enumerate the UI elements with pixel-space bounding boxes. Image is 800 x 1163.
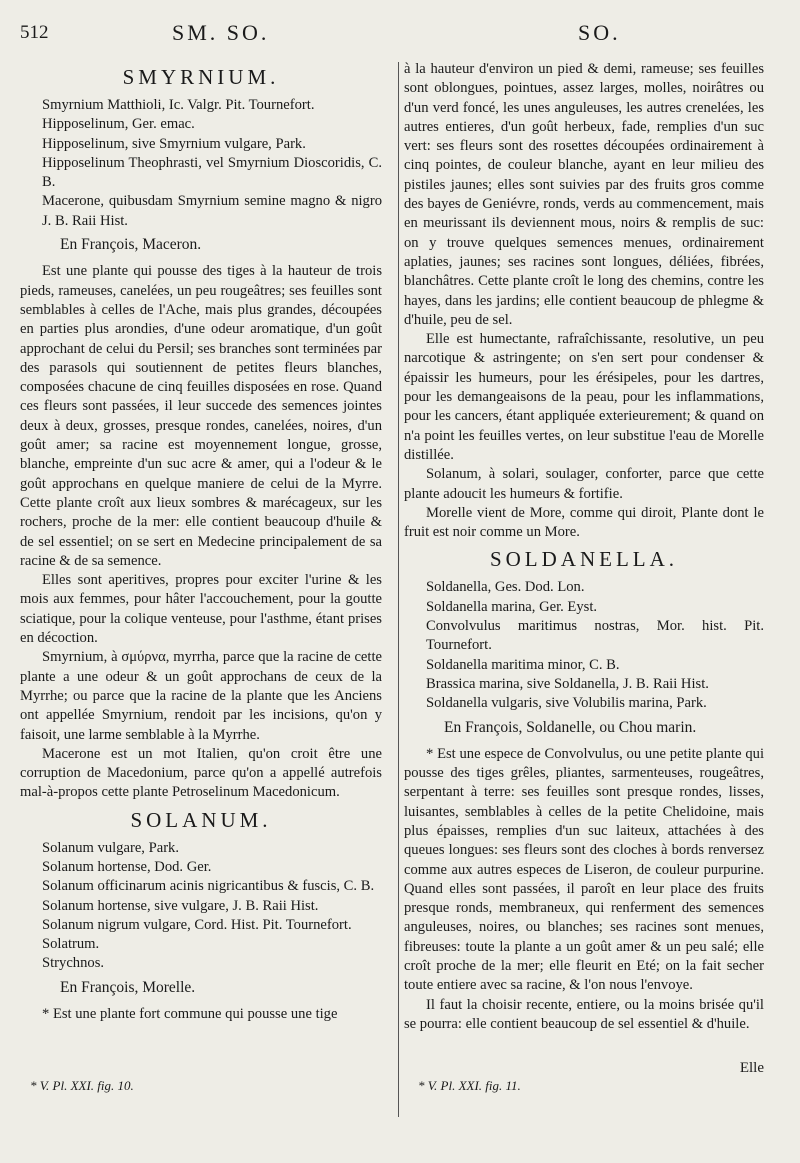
- french-name: En François, Maceron.: [60, 236, 202, 254]
- entry-title-soldanella: SOLDANELLA.: [489, 547, 679, 572]
- french-name: En François, Soldanelle, ou Chou marin.: [444, 718, 697, 736]
- entry-title-solanum: SOLANUM.: [130, 807, 272, 832]
- paragraph: Est une plante qui pousse des tiges à la hauteur de trois pieds, rameuses, canelées, un peu rougeâtres; ses feuilles sont semblables à celles de l'Ache, mais plus grandes, découpées en parties plus arondies, d'une odeur aromatique, d'un goût approchant de celui du Persil; ses branches sont terminées par des parasols qui soutiennent de petites fleurs blanches, composées chacune de cinq feuilles disposées en rose. Quand ces fleurs sont passées, il leur succede des semences jointes deux à deux, grosses, presque rondes, canelées, noires, d'un goût amer; sa racine est moyennement longue, grosse, blanche, empreinte d'un suc acre & amer, qui a l'odeur & le goût approchans en quelque maniere de celui de la Myrre. Cette plante croît aux lieux sombres & marécageux, sur les rochers, proche de la mer: elle contient beaucoup d'huile & de sel essentiel; on se sert en Medecine principalement de sa racine & de sa semence.: [20, 263, 382, 569]
- paragraph: Elle est humectante, rafraîchissante, resolutive, un peu narcotique & astringente; on s'en sert pour condenser & épaissir les humeurs, pour les érésipeles, pour les dartres, pour les demangeaisons de la peau, pour les inflammations, pour les cancers, étant appliquée exterieurement; & quand on n'a point les feuilles vertes, on leur substitue l'eau de Morelle distillée.: [404, 331, 764, 463]
- synonym: Strychnos.: [42, 955, 105, 972]
- footnote-right: * V. Pl. XXI. fig. 11.: [418, 1078, 521, 1093]
- running-header: [0, 18, 800, 52]
- synonym: Solanum hortense, sive vulgare, J. B. Raii Hist.: [42, 897, 319, 914]
- synonym: Hipposelinum Theophrasti, vel Smyrnium Dioscoridis, C. B.: [42, 154, 382, 191]
- paragraph: Morelle vient de More, comme qui diroit, Plante dont le fruit est noir comme un More.: [404, 504, 764, 541]
- paragraph: Macerone est un mot Italien, qu'on croit être une corruption de Macedonium, parce qu'on a appellé autrefois mal-à-propos cette plante Petroselinum Macedonicum.: [20, 745, 382, 801]
- synonym: Macerone, quibusdam Smyrnium semine magno & nigro J. B. Raii Hist.: [42, 193, 382, 229]
- synonym: Soldanella vulgaris, sive Volubilis marina, Park.: [426, 695, 707, 712]
- paragraph: * Est une plante fort commune qui pousse une tige: [42, 1006, 338, 1023]
- paragraph: Il faut la choisir recente, entiere, ou la moins brisée qu'il se pourra: elle contient beaucoup de sel essentiel & d'huile.: [404, 996, 764, 1032]
- synonym: Soldanella maritima minor, C. B.: [426, 656, 620, 673]
- synonym: Solanum officinarum acinis nigricantibus & fuscis, C. B.: [42, 878, 375, 895]
- left-column: [20, 60, 382, 1024]
- synonym: Soldanella, Ges. Dod. Lon.: [426, 579, 585, 596]
- paragraph: Solanum, à solari, soulager, conforter, parce que cette plante adoucit les humeurs & fortifie.: [404, 466, 764, 502]
- synonym: Solanum vulgare, Park.: [42, 839, 179, 856]
- column-divider: [398, 62, 399, 1117]
- page-number: 512: [20, 22, 49, 43]
- synonym: Convolvulus maritimus nostras, Mor. hist. Pit. Tournefort.: [426, 618, 764, 654]
- paragraph: Smyrnium, à σμύρνα, myrrha, parce que la racine de cette plante a une odeur & un goût approchans de ceux de la Myrrhe; ou parce que la racine de la plante que les Anciens ont appellée Smyrnium, rendoit par les incisions, qu'on y faisoit, une larme semblable à la Myrrhe.: [20, 649, 382, 743]
- paragraph: à la hauteur d'environ un pied & demi, rameuse; ses feuilles sont oblongues, pointues, assez larges, molles, noirâtres ou d'un verd foncé, les unes anguleuses, les autres crenelées, les autres entieres, d'un goût herbeux, fade, remplies d'un suc vert: ses fleurs sont des rosettes découpées ordinairement à cinq pointes, de couleur blanche, ayant en leur milieu des pistiles jaunes; elles sont suivies par des fruits gros comme des bayes de Geniévre, ronds, verds au commencement, mais en meurissant ils deviennent mous, noirs & remplis de suc: on y trouve quelques semences menues, ordinairement aplaties, jaunes; ses racines sont longues, déliées, fibrées, blanchâtres. Cette plante croît le long des chemins, contre les hayes, dans les jardins; elle contient beaucoup de phlegme & d'huile, peu de sel.: [404, 61, 764, 328]
- right-running-head: SO.: [578, 20, 621, 45]
- entry-title-smyrnium: SMYRNIUM.: [122, 65, 280, 89]
- footnote-left: * V. Pl. XXI. fig. 10.: [30, 1078, 134, 1093]
- catchword: Elle: [739, 1060, 764, 1076]
- left-running-head: SM. SO.: [172, 20, 270, 45]
- paragraph: Elles sont aperitives, propres pour exciter l'urine & les mois aux femmes, pour hâter l'accouchement, pour la goutte sciatique, pour la colique venteuse, pour l'asthme, étant prises en décoction.: [20, 572, 382, 647]
- synonym: Hipposelinum, Ger. emac.: [42, 116, 195, 133]
- right-column: [404, 60, 764, 1034]
- synonym: Solanum hortense, Dod. Ger.: [42, 858, 212, 875]
- synonym: Solanum nigrum vulgare, Cord. Hist. Pit. Tournefort.: [42, 916, 352, 933]
- french-name: En François, Morelle.: [60, 978, 196, 996]
- synonym: Brassica marina, sive Soldanella, J. B. Raii Hist.: [426, 675, 709, 692]
- synonym: Soldanella marina, Ger. Eyst.: [426, 598, 598, 615]
- synonym: Solatrum.: [42, 936, 100, 953]
- paragraph: * Est une espece de Convolvulus, ou une petite plante qui pousse des tiges grêles, pliantes, sarmenteuses, rougeâtres, serpentant à terre: ses feuilles sont presque rondes, lisses, luisantes, semblables à celles de la petite Chelidoine, mais plus épaisses, remplies d'un suc laiteux, attachées à des queues longues: ses fleurs sont des cloches à bords renversez comme aux autres especes de Liseron, de couleur purpurine. Quand elles sont passées, il paroît en leur place des fruits presque ronds, membraneux, qui renferment des semences anguleuses, noires, ou blanches; ses racines sont menues, fibreuses: toute la plante a un goût amer & un peu salé; elle croît proche de la mer; elle fleurit en Eté; on la fait secher toute entiere avec sa racine, & l'on nous l'envoye.: [404, 745, 764, 994]
- synonym: Hipposelinum, sive Smyrnium vulgare, Park.: [42, 135, 306, 152]
- synonym: Smyrnium Matthioli, Ic. Valgr. Pit. Tournefort.: [42, 97, 315, 113]
